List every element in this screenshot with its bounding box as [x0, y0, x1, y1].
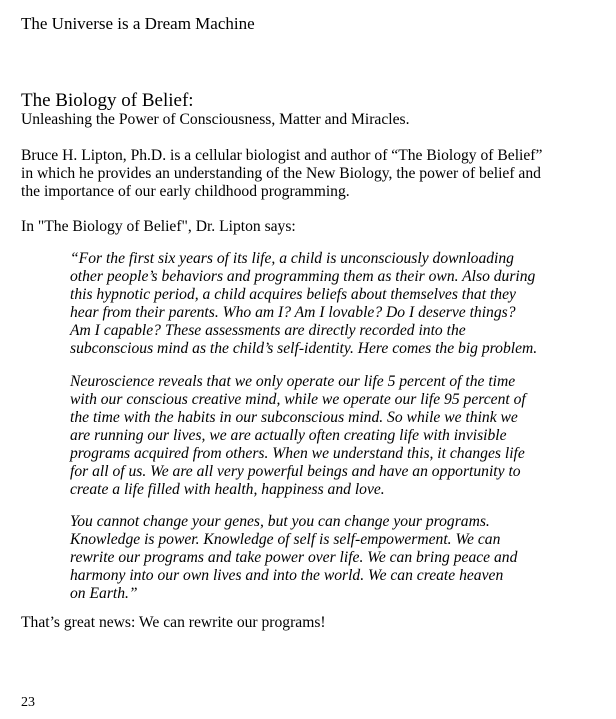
quote-line: on Earth.” — [70, 585, 138, 602]
quote-line: this hypnotic period, a child acquires beliefs about themselves that they — [70, 286, 516, 303]
paragraph-line: the importance of our early childhood programming. — [21, 183, 350, 200]
intro-paragraph — [21, 147, 601, 201]
section-subtitle: Unleashing the Power of Consciousness, Matter and Miracles. — [21, 111, 410, 128]
paragraph-line: in which he provides an understanding of the New Biology, the power of belief and — [21, 165, 541, 182]
quote-line: for all of us. We are all very powerful beings and have an opportunity to — [70, 463, 521, 480]
quote-line: Knowledge is power. Knowledge of self is self-empowerment. We can — [70, 531, 501, 548]
quote-line: harmony into our own lives and into the world. We can create heaven — [70, 567, 504, 584]
quote-line: programs acquired from others. When we understand this, it changes life — [70, 445, 525, 462]
running-header: The Universe is a Dream Machine — [21, 14, 255, 33]
quote-paragraph-3 — [70, 513, 590, 603]
quote-line: are running our lives, we are actually often creating life with invisible — [70, 427, 507, 444]
quote-line: “For the first six years of its life, a child is unconsciously downloading — [70, 250, 514, 267]
quote-lead-in: In "The Biology of Belief", Dr. Lipton says: — [21, 218, 296, 235]
quote-line: subconscious mind as the child’s self-identity. Here comes the big problem. — [70, 340, 538, 357]
quote-line: other people’s behaviors and programming them as their own. Also during — [70, 268, 536, 285]
quote-line: rewrite our programs and take power over life. We can bring peace and — [70, 549, 518, 566]
quote-line: create a life filled with health, happiness and love. — [70, 481, 385, 498]
closing-paragraph: That’s great news: We can rewrite our programs! — [21, 614, 326, 631]
quote-line: the time with the habits in our subconscious mind. So while we think we — [70, 409, 518, 426]
quote-line: Neuroscience reveals that we only operate our life 5 percent of the time — [70, 373, 516, 390]
page-number: 23 — [21, 695, 35, 710]
quote-line: with our conscious creative mind, while we operate our life 95 percent of — [70, 391, 526, 408]
quote-line: hear from their parents. Who am I? Am I lovable? Do I deserve things? — [70, 304, 516, 321]
quote-paragraph-1 — [70, 250, 590, 358]
paragraph-line: Bruce H. Lipton, Ph.D. is a cellular biologist and author of “The Biology of Belief” — [21, 147, 543, 164]
quote-paragraph-2 — [70, 373, 590, 499]
quote-line: Am I capable? These assessments are directly recorded into the — [70, 322, 466, 339]
section-title: The Biology of Belief: — [21, 90, 194, 111]
quote-line: You cannot change your genes, but you can change your programs. — [70, 513, 490, 530]
